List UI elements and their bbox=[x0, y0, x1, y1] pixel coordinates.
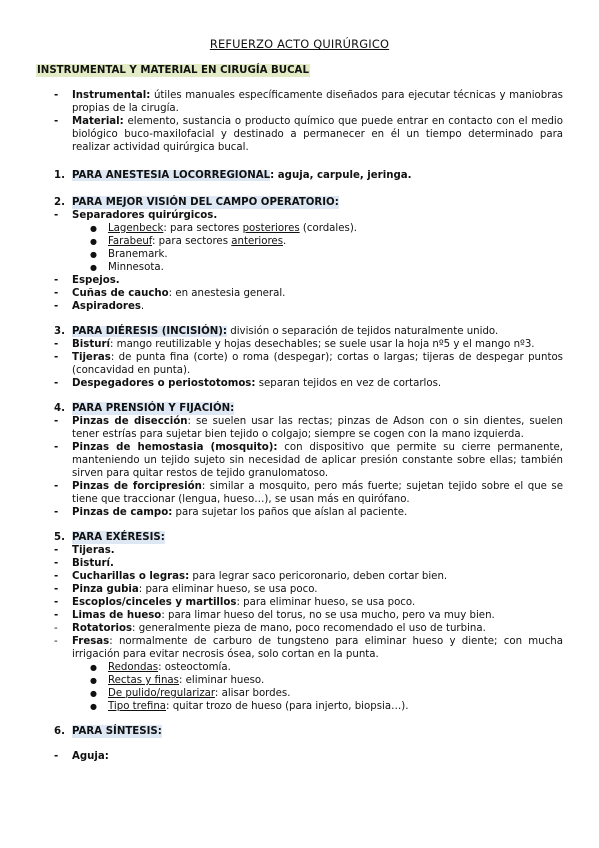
dash-marker: - bbox=[54, 610, 59, 621]
section-number: 3. bbox=[54, 326, 65, 337]
dash-marker: - bbox=[54, 116, 59, 127]
list-item bbox=[54, 115, 563, 154]
dash-marker: - bbox=[54, 90, 59, 101]
dash-marker: - bbox=[54, 288, 59, 299]
list-item: - Cuñas de caucho: en anestesia general. bbox=[54, 288, 286, 299]
dash-marker: - bbox=[54, 571, 59, 582]
section-title: PARA ANESTESIA LOCORREGIONAL bbox=[72, 170, 271, 181]
dash-marker: - bbox=[54, 352, 59, 363]
definition: útiles manuales específicamente diseñados para ejecutar técnicas y maniobras propias de la cirugía. bbox=[72, 90, 563, 114]
list-item: - Tijeras. bbox=[54, 545, 115, 556]
section-3 bbox=[36, 325, 563, 390]
sub-item: ● De pulido/regularizar: alisar bordes. bbox=[90, 688, 291, 699]
list-item: - Pinza gubia: para eliminar hueso, se usa poco. bbox=[54, 584, 318, 595]
dash-marker: - bbox=[54, 275, 59, 286]
bullet-icon: ● bbox=[90, 237, 97, 246]
list-item: - Pinzas de forcipresión: similar a mosquito, pero más fuerte; sujetan tejido sobre el que se tiene que traccionar (lengua, hueso…), se usan más en quirófano. bbox=[54, 481, 563, 505]
bullet-icon: ● bbox=[90, 702, 97, 711]
list-item: - Fresas: normalmente de carburo de tungsteno para eliminar hueso y diente; con mucha irrigación para evitar necrosis ósea, solo cortan en la punta. bbox=[54, 636, 563, 660]
sub-item: ● Redondas: osteoctomía. bbox=[90, 662, 231, 673]
section-number: 4. bbox=[54, 403, 65, 414]
section-title: PARA DIÉRESIS (INCISIÓN): bbox=[72, 326, 227, 337]
term: Espejos. bbox=[72, 275, 120, 286]
dash-marker: - bbox=[54, 210, 59, 221]
dash-marker: - bbox=[54, 636, 58, 647]
term: Separadores quirúrgicos. bbox=[72, 210, 218, 221]
section-title: PARA PRENSIÓN Y FIJACIÓN: bbox=[72, 403, 235, 414]
sub-item: ● Lagenbeck: para sectores posteriores (cordales). bbox=[90, 223, 358, 234]
section-number: 5. bbox=[54, 532, 65, 543]
bullet-icon: ● bbox=[90, 224, 97, 233]
list-item: - Limas de hueso: para limar hueso del torus, no se usa mucho, pero va muy bien. bbox=[54, 610, 495, 621]
dash-marker: - bbox=[54, 584, 59, 595]
dash-marker: - bbox=[54, 507, 59, 518]
section-title: PARA MEJOR VISIÓN DEL CAMPO OPERATORIO: bbox=[72, 197, 339, 208]
list-item: - Escoplos/cinceles y martillos: para eliminar hueso, se usa poco. bbox=[54, 597, 416, 608]
list-item: - Rotatorios: generalmente pieza de mano, poco recomendado el uso de turbina. bbox=[54, 623, 486, 634]
section-number: 2. bbox=[54, 197, 65, 208]
list-item: - Pinzas de disección: se suelen usar las rectas; pinzas de Adson con o sin dientes, suelen tener estrías para sujetar bien tejido o colgajo; siempre se cogen con la mano izquierda. bbox=[54, 416, 563, 440]
sub-item: ● Branemark. bbox=[90, 249, 168, 260]
bullet-icon: ● bbox=[90, 263, 97, 272]
list-item: - Despegadores o periostotomos: separan tejidos en vez de cortarlos. bbox=[54, 378, 442, 389]
sub-item: ● Farabeuf: para sectores anteriores. bbox=[90, 236, 287, 247]
list-item: - Pinzas de hemostasia (mosquito): con dispositivo que permite su cierre permanente, manteniendo un tejido sujeto sin necesidad de aplicar presión constante sobre ellas; también sirven para quitar restos de tejido granulomatoso. bbox=[54, 442, 563, 479]
section-title: PARA EXÉRESIS: bbox=[72, 532, 165, 543]
section-number: 6. bbox=[54, 726, 65, 737]
bullet-icon: ● bbox=[90, 250, 97, 259]
document-title: REFUERZO ACTO QUIRÚRGICO bbox=[209, 37, 390, 51]
dash-marker: - bbox=[54, 378, 59, 389]
sub-item: ● Tipo trefina: quitar trozo de hueso (para injerto, biopsia…). bbox=[90, 701, 409, 712]
sub-item: ● Minnesota. bbox=[90, 262, 164, 273]
term: Material: bbox=[72, 116, 124, 127]
section-subtitle: INSTRUMENTAL Y MATERIAL EN CIRUGÍA BUCAL bbox=[37, 65, 309, 76]
section-number: 1. bbox=[54, 170, 65, 181]
list-item: - Cucharillas o legras: para legrar saco pericoronario, deben cortar bien. bbox=[54, 571, 448, 582]
dash-marker: - bbox=[54, 442, 59, 453]
section-4 bbox=[36, 402, 563, 519]
list-item: - Bisturí. bbox=[54, 558, 114, 569]
dash-marker: - bbox=[54, 301, 59, 312]
bullet-icon: ● bbox=[90, 663, 97, 672]
dash-marker: - bbox=[54, 481, 59, 492]
dash-marker: - bbox=[54, 597, 59, 608]
dash-marker: - bbox=[54, 545, 59, 556]
bullet-icon: ● bbox=[90, 689, 97, 698]
section-1 bbox=[36, 169, 563, 182]
list-item bbox=[54, 750, 563, 763]
list-item bbox=[54, 209, 563, 222]
definition: elemento, sustancia o producto químico que puede entrar en contacto con el medio biológico buco-maxilofacial y destinado a permanecer en él un tiempo determinado para realizar actividad quirúrgica bucal. bbox=[72, 116, 563, 153]
list-item bbox=[54, 274, 563, 287]
section-2 bbox=[36, 196, 563, 313]
dash-marker: - bbox=[54, 751, 59, 762]
section-title: PARA SÍNTESIS: bbox=[72, 726, 162, 737]
section-title-rest: división o separación de tejidos naturalmente unido. bbox=[227, 326, 499, 337]
section-5 bbox=[36, 531, 563, 713]
list-item bbox=[54, 89, 563, 115]
section-6 bbox=[36, 725, 563, 763]
term: Instrumental: bbox=[72, 90, 151, 101]
intro-list bbox=[36, 89, 563, 154]
term: Aspiradores bbox=[72, 301, 141, 312]
list-item: - Aspiradores. bbox=[54, 301, 145, 312]
dash-marker: - bbox=[54, 623, 58, 634]
section-title-rest: : aguja, carpule, jeringa. bbox=[270, 170, 412, 181]
list-item: - Bisturí: mango reutilizable y hojas desechables; se suele usar la hoja nº5 y el mango nº3. bbox=[54, 339, 535, 350]
term: Aguja: bbox=[72, 751, 109, 762]
sub-item: ● Rectas y finas: eliminar hueso. bbox=[90, 675, 265, 686]
term: Cuñas de caucho bbox=[72, 288, 169, 299]
bullet-icon: ● bbox=[90, 676, 97, 685]
dash-marker: - bbox=[54, 558, 59, 569]
list-item: - Tijeras: de punta fina (corte) o roma (despegar); cortas o largas; tijeras de despegar puntos (concavidad en punta). bbox=[54, 352, 563, 376]
dash-marker: - bbox=[54, 339, 59, 350]
dash-marker: - bbox=[54, 416, 59, 427]
list-item: - Pinzas de campo: para sujetar los paños que aíslan al paciente. bbox=[54, 507, 408, 518]
